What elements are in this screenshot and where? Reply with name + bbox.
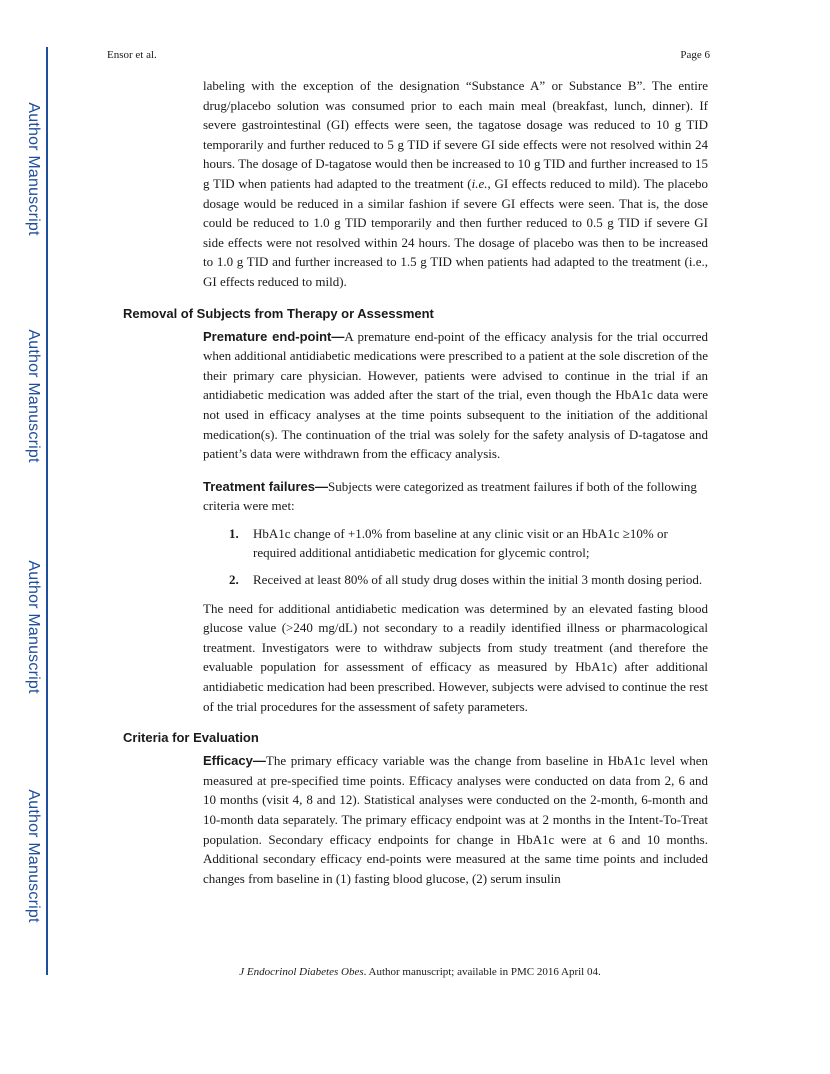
premature-endpoint-heading: Premature end-point— [203, 328, 345, 344]
intro-paragraph: labeling with the exception of the designation “Substance A” or Substance B”. The entire drug/placebo solution was consumed prior to each main meal (breakfast, lunch, dinner). If severe gastrointestinal (GI) effects were seen, the tagatose dosage was reduced to 10 g TID temporarily and further reduced to 5 g TID if severe GI side effects were not resolved within 24 hours. The dosage of D-tagatose would then be increased to 10 g TID and further increased to 15 g TID when patients had adapted to the treatment (i.e., GI effects reduced to mild). The placebo dosage would be reduced in a similar fashion if severe GI effects were seen. That is, the dose could be reduced to 1.0 g TID temporarily and then further reduced to 0.5 g TID if severe GI side effects were not resolved within 24 hours. The dosage of placebo was then to be increased to 1.0 g TID and further increased to 1.5 g TID when patients had adapted to the treatment (i.e., GI effects reduced to mild). [203, 78, 709, 289]
need-paragraph: The need for additional antidiabetic medication was determined by an elevated fasting blood glucose value (>240 mg/dL) not secondary to a readily identified illness or pharmacological treatment. Investigators were to withdraw subjects from study treatment (and therefore the evaluable population for assessment of efficacy as measured by HbA1c) after additional antidiabetic medication had been prescribed. However, subjects were advised to continue the rest of the trial procedures for the assessment of safety parameters. [203, 600, 708, 714]
running-header-page: Page 6 [680, 49, 710, 61]
section-heading-removal: Removal of Subjects from Therapy or Assessment [123, 305, 434, 321]
running-header-author: Ensor et al. [107, 49, 157, 61]
treatment-failures-paragraph: Treatment failures—Subjects were categorized as treatment failures if both of the following criteria were met: [203, 478, 697, 514]
section-heading-criteria: Criteria for Evaluation [123, 730, 259, 746]
page-footer: J Endocrinol Diabetes Obes. Author manuscript; available in PMC 2016 April 04. [239, 966, 601, 978]
list-item: 1. HbA1c change of +1.0% from baseline at any clinic visit or an HbA1c ≥10% or required additional antidiabetic medication for glycemic control; [229, 525, 668, 561]
page-content [123, 76, 708, 888]
efficacy-paragraph: Efficacy—The primary efficacy variable was the change from baseline in HbA1c level when measured at pre-specified time points. Efficacy analyses were conducted on data from 2, 6 and 10 months (visit 4, 8 and 12). Statistical analyses were conducted on the 2-month, 6-month and 10-month data separately. The primary efficacy endpoint was at 2 months in the Intent-To-Treat population. Secondary efficacy endpoints for change in HbA1c were at 6 and 10 months. Additional secondary efficacy end-points were measured at the same time points and included changes from baseline in (1) fasting blood glucose, (2) serum insulin [203, 753, 708, 886]
efficacy-heading: Efficacy— [203, 753, 266, 769]
criteria-list [123, 524, 708, 590]
sidebar-rule [46, 47, 48, 975]
treatment-failures-heading: Treatment failures— [203, 478, 328, 494]
list-item: 2. Received at least 80% of all study drug doses within the initial 3 month dosing period. [229, 572, 703, 588]
premature-endpoint-paragraph: Premature end-point—A premature end-point of the efficacy analysis for the trial occurred when additional antidiabetic medications were prescribed to a patient at the sole discretion of the their primary care physician. However, patients were advised to continue in the trial if an antidiabetic medication was added after the start of the trial, even though the HbA1c data were not used in efficacy analyses at the time points subsequent to the initiation of the additional medication(s). The continuation of the trial was solely for the safety analysis of D-tagatose and patient’s data were withdrawn from the efficacy analysis. [203, 328, 708, 462]
